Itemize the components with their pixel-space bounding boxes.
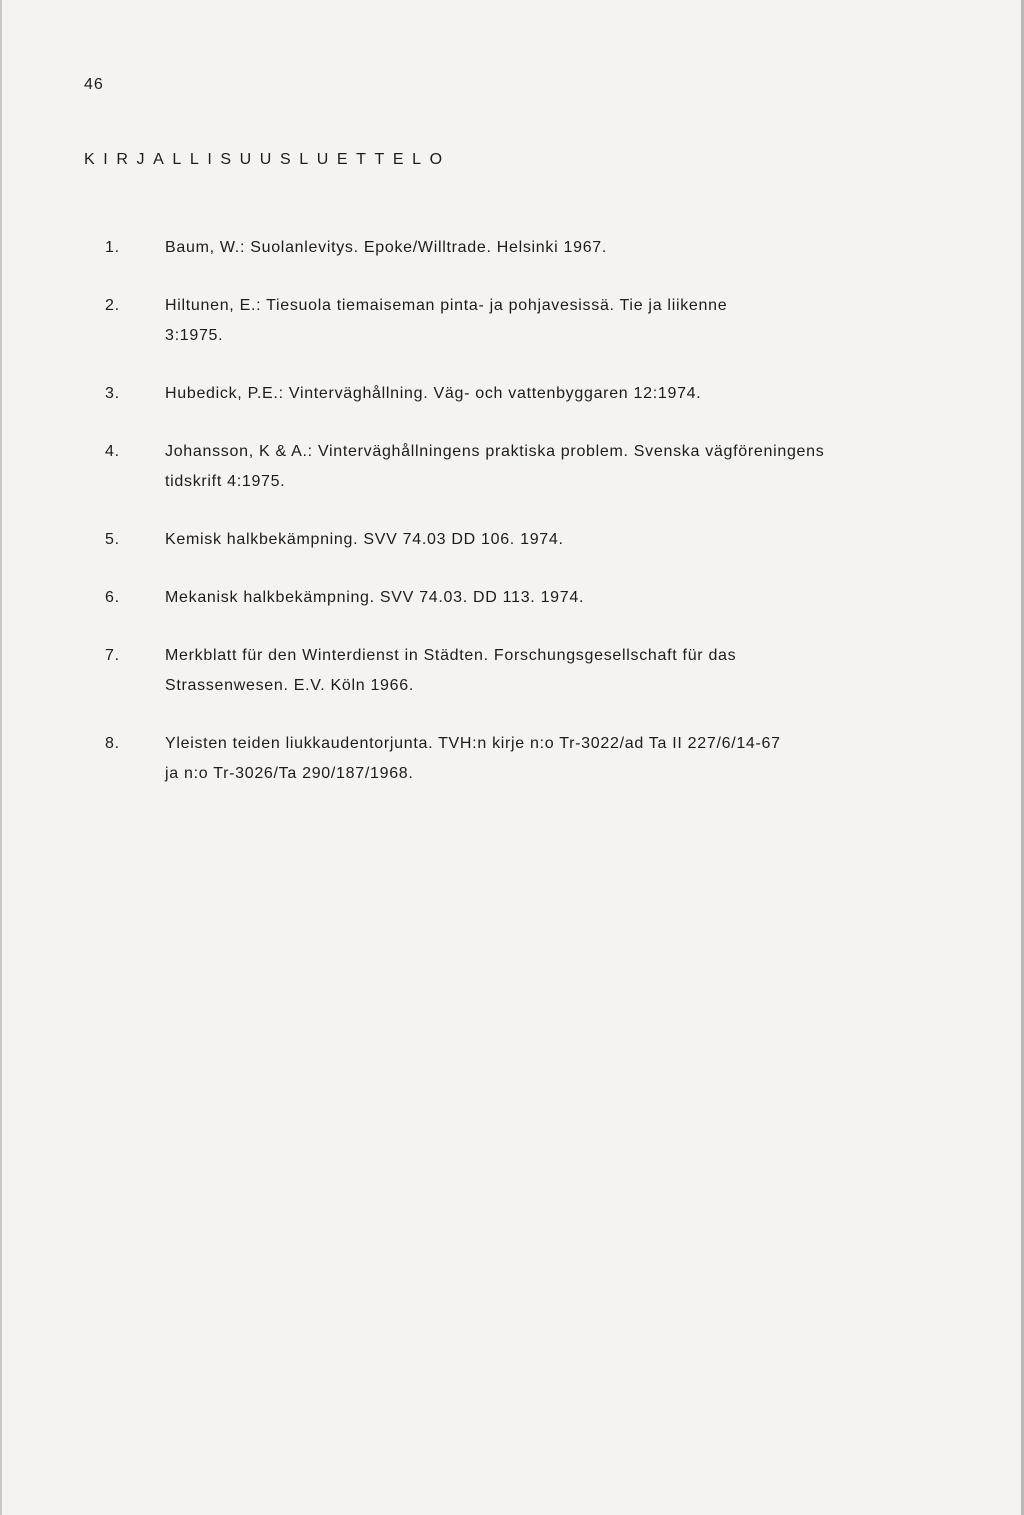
reference-item bbox=[105, 379, 965, 409]
reference-text: Baum, W.: Suolanlevitys. Epoke/Willtrade. Helsinki 1967. bbox=[165, 239, 608, 256]
reference-text: Kemisk halkbekämpning. SVV 74.03 DD 106. 1974. bbox=[165, 531, 564, 548]
reference-item bbox=[105, 525, 965, 555]
reference-number: 8. bbox=[105, 735, 120, 752]
reference-number: 6. bbox=[105, 589, 120, 606]
reference-text: Hiltunen, E.: Tiesuola tiemaiseman pinta- ja pohjavesissä. Tie ja liikenne bbox=[165, 297, 728, 314]
reference-list bbox=[105, 233, 965, 817]
page-title: KIRJALLISUUSLUETTELO bbox=[84, 151, 451, 168]
reference-number: 7. bbox=[105, 647, 120, 664]
reference-number: 3. bbox=[105, 385, 120, 402]
reference-item bbox=[105, 729, 965, 789]
reference-text: Yleisten teiden liukkaudentorjunta. TVH:n kirje n:o Tr-3022/ad Ta II 227/6/14-67 bbox=[165, 735, 781, 752]
reference-text-continuation: tidskrift 4:1975. bbox=[165, 473, 286, 490]
reference-number: 2. bbox=[105, 297, 120, 314]
reference-item bbox=[105, 233, 965, 263]
reference-number: 5. bbox=[105, 531, 120, 548]
reference-text: Mekanisk halkbekämpning. SVV 74.03. DD 113. 1974. bbox=[165, 589, 585, 606]
reference-text-continuation: ja n:o Tr-3026/Ta 290/187/1968. bbox=[165, 765, 414, 782]
reference-item bbox=[105, 291, 965, 351]
page-number: 46 bbox=[84, 76, 104, 93]
reference-text: Merkblatt für den Winterdienst in Städten. Forschungsgesellschaft für das bbox=[165, 647, 737, 664]
reference-item bbox=[105, 641, 965, 701]
reference-text-continuation: Strassenwesen. E.V. Köln 1966. bbox=[165, 677, 414, 694]
reference-text: Johansson, K & A.: Vinterväghållningens praktiska problem. Svenska vägföreningens bbox=[165, 443, 825, 460]
reference-number: 1. bbox=[105, 239, 120, 256]
reference-text-continuation: 3:1975. bbox=[165, 327, 224, 344]
reference-item bbox=[105, 437, 965, 497]
reference-text: Hubedick, P.E.: Vinterväghållning. Väg- och vattenbyggaren 12:1974. bbox=[165, 385, 702, 402]
reference-number: 4. bbox=[105, 443, 120, 460]
reference-item bbox=[105, 583, 965, 613]
